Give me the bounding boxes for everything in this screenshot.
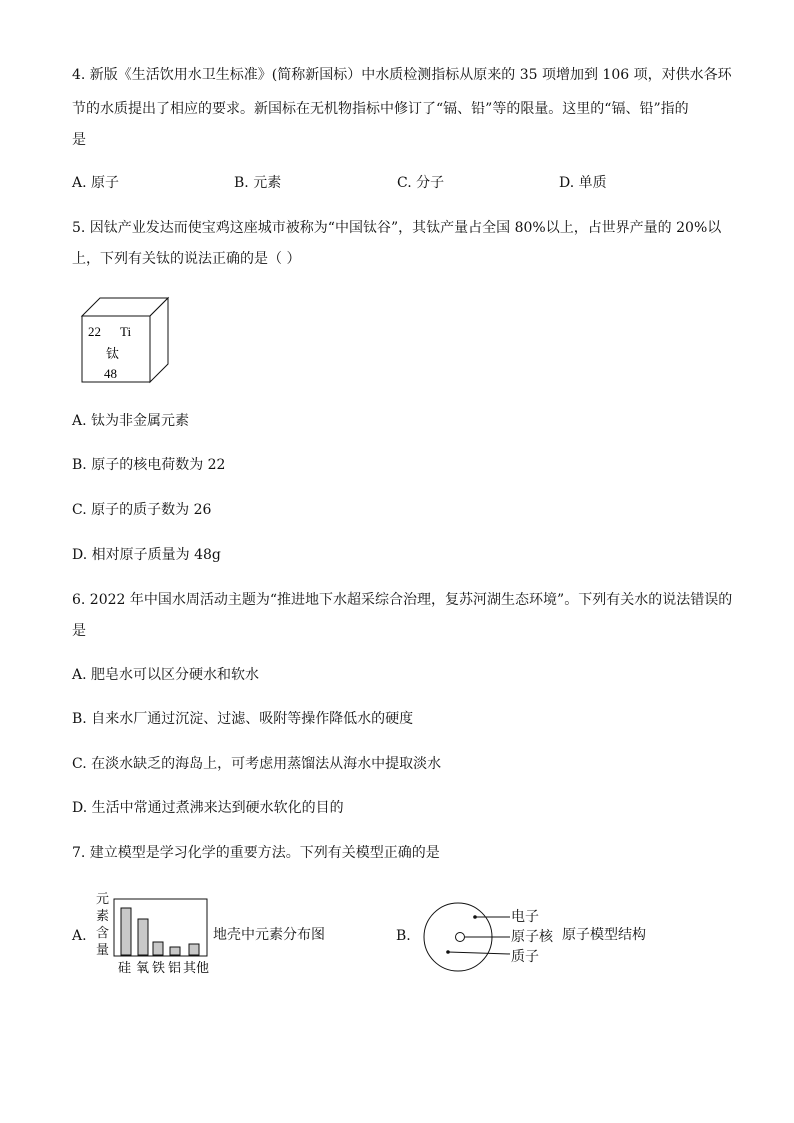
element-card-cube <box>80 296 172 386</box>
q5-option-c: C. 原子的质子数为 26 <box>72 502 212 518</box>
crust-element-bar-chart <box>113 898 209 978</box>
bar-0 <box>121 908 131 955</box>
x-tick-label-1: 氧 <box>136 961 150 976</box>
chart-ylabel-4: 量 <box>96 943 110 958</box>
atom-nucleus <box>456 933 465 942</box>
q5-option-b: B. 原子的核电荷数为 22 <box>72 457 226 473</box>
x-tick-label-4: 其他 <box>183 961 209 976</box>
atomic-number: 22 <box>88 324 101 339</box>
chart-ylabel-3: 含 <box>96 926 110 941</box>
q4-option-a: A. 原子 <box>72 175 120 191</box>
q7-line-1: 7. 建立模型是学习化学的重要方法。下列有关模型正确的是 <box>72 845 440 861</box>
label-nucleus: 原子核 <box>511 929 553 945</box>
q7-option-b-letter: B. <box>396 928 411 944</box>
label-proton: 质子 <box>511 949 539 965</box>
q4-line-1: 4. 新版《生活饮用水卫生标准》(简称新国标）中水质检测指标从原来的 35 项增加到 106 项，对供水各环 <box>72 67 732 83</box>
bar-3 <box>170 947 180 955</box>
q6-line-1: 6. 2022 年中国水周活动主题为“推进地下水超采综合治理，复苏河湖生态环境”。下列有关水的说法错误的 <box>72 592 733 608</box>
q5-option-d: D. 相对原子质量为 48g <box>72 547 221 563</box>
x-tick-label-3: 铝 <box>168 961 182 976</box>
x-tick-label-2: 铁 <box>152 961 166 976</box>
q7-option-b-caption: 原子模型结构 <box>562 927 646 943</box>
q4-line-2: 节的水质提出了相应的要求。新国标在无机物指标中修订了“镉、铅”等的限量。这里的“镉、铅”指的 <box>72 101 689 117</box>
atomic-mass: 48 <box>104 366 117 381</box>
q7-option-a-letter: A. <box>72 928 87 944</box>
x-tick-label-0: 硅 <box>118 961 132 976</box>
q5-option-a: A. 钛为非金属元素 <box>72 413 190 429</box>
q4-option-c: C. 分子 <box>397 175 445 191</box>
q5-line-2: 上，下列有关钛的说法正确的是（ ） <box>72 251 301 267</box>
q7-option-a-caption: 地壳中元素分布图 <box>213 927 325 943</box>
q6-option-b: B. 自来水厂通过沉淀、过滤、吸附等操作降低水的硬度 <box>72 711 414 727</box>
element-symbol: Ti <box>120 324 132 339</box>
chart-ylabel-2: 素 <box>96 909 110 924</box>
q5-line-1: 5. 因钛产业发达而使宝鸡这座城市被称为“中国钛谷”，其钛产量占全国 80%以上，占世界产量的 20%以 <box>72 220 722 236</box>
label-electron: 电子 <box>511 909 539 925</box>
q6-line-2: 是 <box>72 623 86 639</box>
q4-line-3: 是 <box>72 132 86 148</box>
q4-option-d: D. 单质 <box>559 175 607 191</box>
bar-4 <box>189 944 199 955</box>
proton-pointer <box>448 952 510 954</box>
bar-2 <box>153 942 163 955</box>
bar-1 <box>138 919 148 955</box>
q6-option-c: C. 在淡水缺乏的海岛上，可考虑用蒸馏法从海水中提取淡水 <box>72 756 442 772</box>
q4-option-b: B. 元素 <box>234 175 282 191</box>
q6-option-a: A. 肥皂水可以区分硬水和软水 <box>72 667 260 683</box>
chart-ylabel-1: 元 <box>96 892 110 907</box>
element-name: 钛 <box>106 346 120 361</box>
q6-option-d: D. 生活中常通过煮沸来达到硬水软化的目的 <box>72 800 344 816</box>
